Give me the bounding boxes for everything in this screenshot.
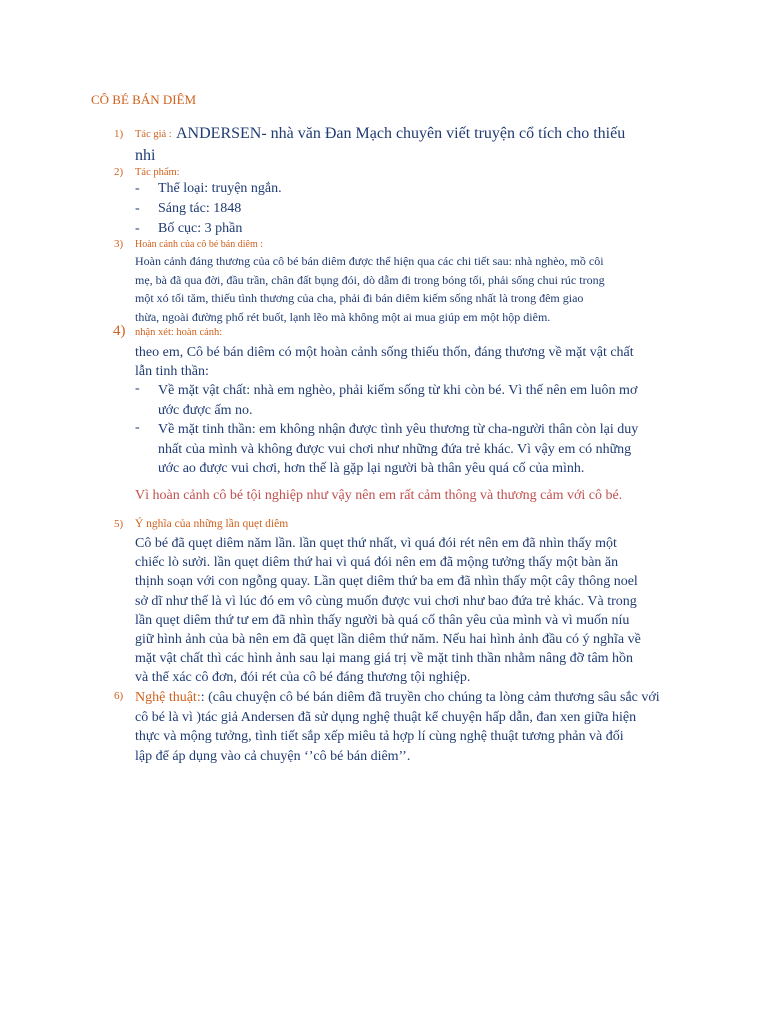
text-line: nhất của mình và không được vui chơi như những đứa trẻ khác. Vì vậy em có những [158,441,632,457]
section-3-number: 3) [114,238,124,250]
section-4-intro [135,343,634,381]
section-6-label: Nghệ thuật: [135,690,201,705]
section-3-text [135,252,605,326]
text-line: thừa, ngoài đường phố rét buốt, lạnh lẽo mà không một ai mua giúp em một hộp diêm. [135,309,551,324]
document-title: CÔ BÉ BÁN DIÊM [91,92,197,107]
text-line: thịnh soạn với con ngỗng quay. Lần quẹt diêm thứ ba em đã nhìn thấy một cây thông noel [135,574,638,590]
section-5-label: Ý nghĩa của những lần quẹt diêm [135,518,289,530]
section-4-bullet-spiritual [158,420,638,479]
section-1-label: Tác giả : [135,129,172,140]
text-line: giữ hình ảnh của bà nên em đã quẹt lần diêm thứ năm. Nếu hai hình ảnh đầu có ý nghĩa về [135,632,641,648]
bullet-dash: - [135,221,140,236]
text-line: cô bé là vì )tác giả Andersen đã sử dụng nghệ thuật kể chuyện hấp dẫn, đan xen giữa hiện [135,709,637,725]
section-4-conclusion: Vì hoàn cảnh cô bé tội nghiệp như vậy nên em rất cảm thông và thương cảm với cô bé. [135,488,623,503]
section-4-number: 4) [113,323,126,339]
section-1-text [135,123,625,167]
section-5-number: 5) [114,518,124,530]
section-5-text [135,534,641,688]
section-6-first-line: : (câu chuyện cô bé bán diêm đã truyền cho chúng ta lòng cảm thương sâu sắc với [200,690,660,705]
text-line: Về mặt tinh thần: em không nhận được tình yêu thương từ cha-người thân còn lại duy [158,422,639,437]
section-4-bullet-material [158,381,637,421]
text-line: ước được ấm no. [158,403,253,418]
text-line: theo em, Cô bé bán diêm có một hoàn cảnh sống thiếu thốn, đáng thương về mặt vật chất [135,345,634,360]
section-6-text [135,688,660,766]
section-6-number: 6) [114,690,124,702]
text-line: ANDERSEN- nhà văn Đan Mạch chuyên viết truyện cổ tích cho thiếu [176,125,626,142]
text-line: mẹ, bà đã qua đời, đầu trần, chân đất bụng đói, dò dẫm đi trong bóng tối, phải sống chui rúc trong [135,272,605,287]
text-line: một xó tối tăm, thiếu tình thương của cha, phải đi bán diêm kiếm sống nhất là trong đêm giao [135,291,584,305]
list-item: Sáng tác: 1848 [158,201,242,216]
text-line [135,688,660,708]
text-line: Về mặt vật chất: nhà em nghèo, phải kiếm sống từ khi còn bé. Vì thế nên em luôn mơ [158,383,638,398]
text-line: Hoàn cảnh đáng thương của cô bé bán diêm được thể hiện qua các chi tiết sau: nhà nghèo, mồ côi [135,254,604,268]
section-2-label: Tác phẩm: [135,167,180,178]
text-line: lẫn tinh thần: [135,364,209,379]
bullet-dash: - [135,181,140,196]
bullet-dash: - [135,420,140,435]
text-line: sở dĩ như thế là vì lúc đó em vô cùng muốn được vui chơi như bao đứa trẻ khác. Và trong [135,593,637,609]
list-item: Thể loại: truyện ngắn. [158,181,282,196]
text-line: thực và mộng tưởng, tình tiết sắp xếp miêu tả hợp lí cùng nghệ thuật tương phản và đối [135,729,624,744]
bullet-dash: - [135,201,140,216]
section-1-number: 1) [114,128,124,140]
text-line: ước ao được vui chơi, hơn thế là gặp lại người bà thân yêu quá cố của mình. [158,461,585,476]
section-4-label: nhận xét: hoàn cảnh: [135,327,223,338]
section-2-number: 2) [114,166,124,178]
list-item: Bố cục: 3 phần [158,221,243,236]
section-3-label: Hoàn cảnh của cô bé bán diêm : [135,239,264,250]
text-line: Cô bé đã quẹt diêm năm lần. lần quẹt thứ nhất, vì quá đói rét nên em đã nhìn thấy một [135,536,617,551]
text-line: lập để áp dụng vào cả chuyện ‘’cô bé bán diêm’’. [135,748,411,764]
text-line: chiếc lò sưởi. lần quẹt diêm thứ hai vì quá đói nên em đã mộng tưởng thấy một bàn ăn [135,555,619,571]
bullet-dash: - [135,381,140,396]
text-line: lần quẹt diêm thứ tư em đã nhìn thấy người bà quá cố thân yêu của mình và vì muốn níu [135,612,630,628]
text-line: nhi [135,147,156,164]
text-line: mặt vật chất thì các hình ảnh sau lại mang giá trị về mặt tinh thần nhằm nâng đỡ tâm hồn [135,651,634,667]
text-line: và thể xác cô đơn, đói rét của cô bé đáng thương tội nghiệp. [135,670,471,686]
